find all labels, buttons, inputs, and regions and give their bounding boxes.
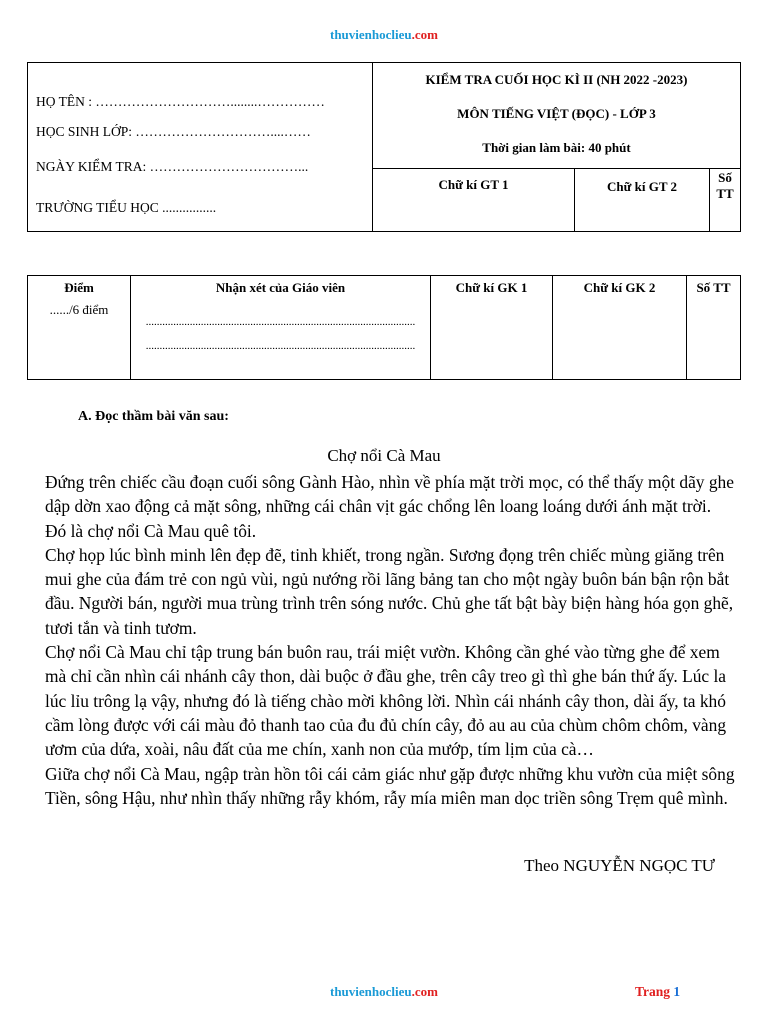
- so-tt-score: Số TT: [696, 280, 731, 295]
- sig-gk1-cell: [431, 276, 553, 379]
- exam-title: KIỂM TRA CUỐI HỌC KÌ II (NH 2022 -2023): [425, 72, 688, 87]
- signature-row: [373, 168, 740, 231]
- watermark-bottom: thuvienhoclieu.com: [330, 984, 438, 999]
- comment-line-1: ..................................................................................................: [145, 316, 416, 328]
- sig-gk2: Chữ kí GK 2: [583, 280, 656, 295]
- teacher-comment-cell: [131, 276, 431, 379]
- story-paragraph: Đứng trên chiếc cầu đoạn cuối sông Gành Hào, nhìn về phía mặt trời mọc, có thể thấy một dãy ghe dập dờn xao động cả mặt sông, những cái chân vịt gác chổng lên loang loáng dưới ánh mặt trời. Đó là chợ nổi Cà Mau quê tôi.: [45, 472, 734, 541]
- exam-subject: MÔN TIẾNG VIỆT (ĐỌC) - LỚP 3: [457, 106, 656, 121]
- story-title: Chợ nổi Cà Mau: [327, 446, 441, 465]
- story-body: [45, 470, 735, 810]
- sig-gt1: Chữ kí GT 1: [373, 169, 575, 231]
- exam-time: Thời gian làm bài: 40 phút: [482, 140, 631, 155]
- score-label: Điểm: [64, 280, 94, 295]
- teacher-comment-label: Nhận xét của Giáo viên: [215, 280, 346, 295]
- comment-line-2: ..................................................................................................: [145, 340, 416, 352]
- page-number: Trang 1: [635, 984, 681, 999]
- score-cell: [28, 276, 131, 379]
- so-tt-header: Số TT: [716, 170, 734, 201]
- field-class: HỌC SINH LỚP: …………………………....……: [36, 124, 311, 139]
- section-a-heading: A. Đọc thầm bài văn sau:: [78, 409, 229, 424]
- sig-gk2-cell: [553, 276, 687, 379]
- score-value: ....../6 điểm: [49, 302, 109, 317]
- sig-gk1: Chữ kí GK 1: [455, 280, 528, 295]
- field-name: HỌ TÊN : …………………………........……………: [36, 94, 325, 109]
- exam-info: [373, 63, 740, 231]
- so-tt-cell: [687, 276, 740, 379]
- story-paragraph: Giữa chợ nổi Cà Mau, ngập tràn hồn tôi cái cảm giác như gặp được những khu vườn của miệt sông Tiền, sông Hậu, như nhìn thấy những rẫy khóm, rẫy mía miên man dọc triền sông Trẹm quê mình.: [45, 763, 735, 808]
- score-table: [27, 275, 741, 380]
- field-school: TRƯỜNG TIỂU HỌC ................: [36, 200, 217, 215]
- student-info-box: [27, 62, 741, 232]
- sig-gt2: Chữ kí GT 2: [575, 169, 710, 231]
- story-author: Theo NGUYỄN NGỌC TƯ: [524, 856, 715, 875]
- story-paragraph: Chợ nổi Cà Mau chỉ tập trung bán buôn rau, trái miệt vườn. Không cần ghé vào từng ghe để xem mà chỉ cần nhìn cái nhánh cây thon, dài buộc ở đầu ghe, trên cây treo gì thì ghe bán thứ ấy. Lúc la lúc lỉu trông lạ vậy, nhưng đó là tiếng chào mời không lời. Nhìn cái nhánh cây thon, dài ấy, ta khó cầm lòng được với cái màu đỏ thanh tao của đu đủ chín cây, đỏ au au của chùm chôm chôm, vàng ươm của dứa, xoài, nâu đất của me chín, xanh non của mướp, tím lịm của cà…: [45, 642, 727, 760]
- watermark-top: thuvienhoclieu.com: [330, 27, 438, 42]
- story-paragraph: Chợ họp lúc bình minh lên đẹp đẽ, tinh khiết, trong ngần. Sương đọng trên chiếc mùng giăng trên mui ghe của đám trẻ con ngủ vùi, ngủ nướng rồi lãng bảng tan cho một ngày buôn bán bận rộn bắt đầu. Người bán, người mua trùng trình trên sóng nước. Chủ ghe tất bật bày biện hàng hóa gọn ghẽ, tươi tắn và tinh tươm.: [45, 544, 734, 638]
- student-fields: [28, 63, 373, 231]
- field-date: NGÀY KIỂM TRA: ……………………………...: [36, 159, 309, 174]
